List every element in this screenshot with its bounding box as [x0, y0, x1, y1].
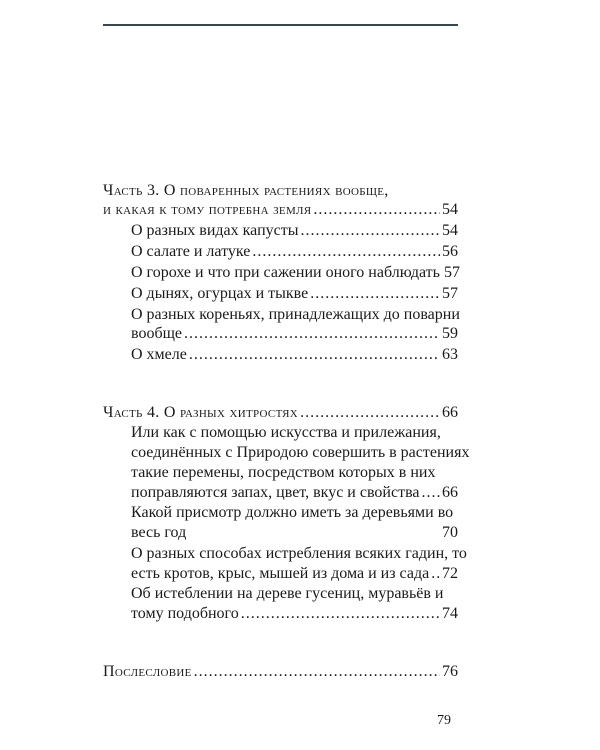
toc-entry-page: 72 [442, 565, 458, 582]
leader-dots [313, 200, 440, 220]
page-number: 79 [437, 713, 451, 728]
toc-entry-text: О разных видах капусты [131, 222, 299, 239]
part3-title-entry[interactable] [103, 200, 458, 220]
toc-entry-text: тому подобного [131, 605, 239, 622]
toc-entry-caterpillars-line1: Об истеблении на дереве гусениц, муравьёв и [131, 585, 444, 602]
afterword-page: 76 [442, 663, 458, 680]
part3-title-line2: и какая к тому потребна земля [103, 201, 312, 218]
toc-entry-page: 59 [442, 325, 458, 342]
toc-entry-melons[interactable] [131, 284, 458, 304]
toc-entry-trees-line1: Какой присмотр должно иметь за деревьями во [131, 504, 454, 521]
leader-dots [184, 324, 440, 344]
toc-entry-tricks-line2: соединённых с Природою совершить в растениях [131, 444, 470, 461]
toc-entry-cabbage[interactable] [131, 221, 458, 241]
toc-entry-pests[interactable] [131, 564, 458, 584]
part3-title-page: 54 [442, 201, 458, 218]
toc-entry-page: 57 [443, 264, 460, 281]
part4-title: Часть 4. О разных хитростях [103, 404, 299, 421]
leader-dots [310, 284, 440, 304]
toc-entry-tricks-line3: такие перемены, посредством которых в них [131, 464, 436, 481]
toc-entry-page: 66 [442, 484, 458, 501]
toc-entry-page: 57 [442, 285, 458, 302]
leader-dots [422, 483, 440, 503]
toc-entry-peas[interactable] [131, 263, 458, 283]
leader-dots [194, 662, 440, 682]
toc-entry-page: 54 [442, 222, 458, 239]
part3-title-line1: Часть 3. О поваренных растениях вообще, [103, 182, 389, 199]
toc-entry-hops[interactable] [131, 345, 458, 365]
leader-dots [252, 242, 440, 262]
toc-entry-tricks[interactable] [131, 483, 458, 503]
part4-title-page: 66 [442, 404, 458, 421]
toc-entry-roots[interactable] [131, 324, 458, 344]
toc-entry-pests-line1: О разных способах истребления всяких гадин, то [131, 545, 467, 562]
leader-dots [431, 564, 440, 584]
afterword-title: Послесловие [103, 663, 192, 680]
toc-entry-trees[interactable] [131, 523, 458, 543]
toc-entry-text: есть кротов, крыс, мышей из дома и из сада [131, 565, 430, 582]
toc-entry-text: О горохе и что при сажении оного наблюдать [131, 264, 440, 281]
toc-entry-salad[interactable] [131, 242, 458, 262]
toc-entry-text: О дынях, огурцах и тыкве [131, 285, 309, 302]
toc-entry-text: поправляются запах, цвет, вкус и свойства [131, 484, 420, 501]
toc-entry-text: О салате и латуке [131, 243, 251, 260]
toc-entry-text: вообще [131, 325, 183, 342]
toc-entry-text: О хмеле [131, 346, 187, 363]
leader-dots [300, 403, 440, 423]
toc-entry-page: 56 [442, 243, 458, 260]
toc-entry-tricks-line1: Или как с помощью искусства и прилежания, [131, 424, 441, 441]
toc-entry-text: весь год [131, 524, 187, 541]
toc-entry-page: 63 [442, 346, 458, 363]
toc-entry-page: 74 [442, 605, 458, 622]
toc-entry-caterpillars[interactable] [131, 604, 458, 624]
leader-dots [241, 604, 440, 624]
leader-dots [189, 345, 440, 365]
toc-entry-page: 70 [442, 524, 458, 541]
part4-title-entry[interactable] [103, 403, 458, 423]
toc-entry-roots-line1: О разных кореньях, принадлежащих до поварни [131, 306, 460, 323]
leader-dots [300, 221, 440, 241]
toc-entry-afterword[interactable] [103, 662, 458, 682]
